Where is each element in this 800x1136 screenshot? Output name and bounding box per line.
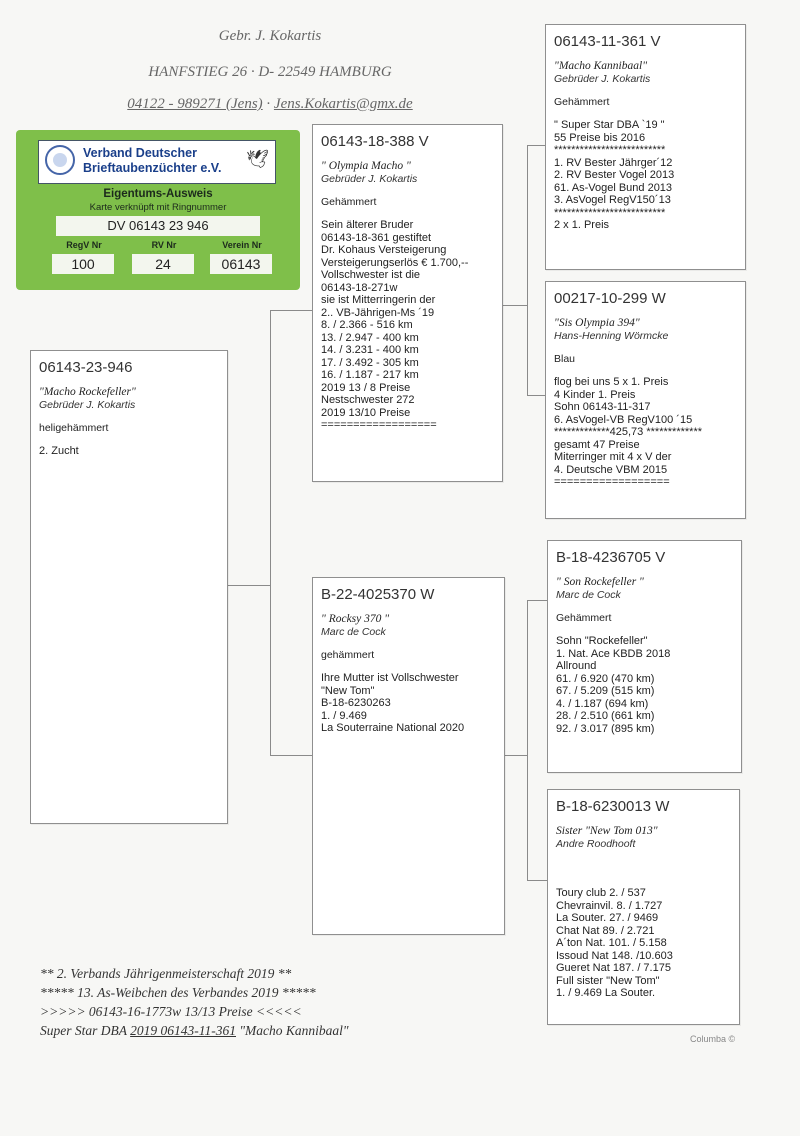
- card-value-verein: 06143: [210, 254, 272, 274]
- subject-ring: 06143-23-946: [39, 359, 133, 376]
- dam-breeder: Marc de Cock: [321, 626, 386, 638]
- dam-performance: Ihre Mutter ist Vollschwester "New Tom" B-18-6230263 1. / 9.469 La Souterraine National 2020: [321, 672, 465, 734]
- sire-dam-color: Blau: [554, 353, 576, 365]
- card-label-regv: RegV Nr: [66, 240, 102, 250]
- connector: [527, 395, 545, 396]
- sire-name: " Olympia Macho ": [321, 160, 411, 172]
- dam-name: " Rocksy 370 ": [321, 613, 390, 625]
- card-label-verein: Verein Nr: [222, 240, 262, 250]
- connector: [527, 145, 545, 146]
- subject-color: heligehämmert: [39, 422, 109, 434]
- email-link[interactable]: Jens.Kokartis@gmx.de: [273, 96, 413, 112]
- sire-sire-performance: " Super Star DBA `19 " 55 Preise bis 2016 ************************** 1. RV Bester Jährger´12 2. RV Bester Vogel 2013 61. As-Vogel Bund 2013 3. AsVogel RegV150´13 ************************** 2 x 1. Preis: [554, 119, 675, 231]
- ownership-card: [16, 130, 300, 290]
- card-subtitle: Karte verknüpft mit Ringnummer: [89, 202, 227, 213]
- sire-breeder: Gebrüder J. Kokartis: [321, 173, 418, 185]
- footer-line-4-prefix: Super Star DBA: [40, 1023, 131, 1038]
- connector: [527, 600, 547, 601]
- footer-line-2: ***** 13. As-Weibchen des Verbandes 2019 *****: [40, 985, 316, 1000]
- dam-sire-box: [547, 540, 742, 773]
- connector: [270, 310, 312, 311]
- org-name: [83, 146, 221, 176]
- subject-name: "Macho Rockefeller": [39, 386, 136, 398]
- dam-ring: B-22-4025370 W: [321, 586, 435, 603]
- sire-dam-box: [545, 281, 746, 519]
- subject-note: 2. Zucht: [39, 445, 79, 457]
- dam-dam-box: [547, 789, 740, 1025]
- connector: [527, 145, 528, 395]
- connector: [270, 310, 271, 755]
- org-line-2: Brieftaubenzüchter e.V.: [83, 161, 222, 175]
- sire-sire-name: "Macho Kannibaal": [554, 60, 648, 72]
- subject-box: [30, 350, 228, 824]
- vdb-logo-icon: [45, 145, 75, 175]
- sire-sire-box: [545, 24, 746, 270]
- dam-sire-performance: Sohn "Rockefeller" 1. Nat. Ace KBDB 2018 Allround 61. / 6.920 (470 km) 67. / 5.209 (515 km) 4. / 1.187 (694 km) 28. / 2.510 (661 km) 92. / 3.017 (895 km): [556, 635, 671, 735]
- card-title: Eigentums-Ausweis: [103, 188, 213, 200]
- connector: [270, 755, 312, 756]
- sire-sire-color: Gehämmert: [554, 96, 610, 108]
- sire-performance: Sein älterer Bruder 06143-18-361 gestiftet Dr. Kohaus Versteigerung Versteigerungserlös € 1.700,-- Vollschwester ist die 06143-18-271w sie ist Mitterringerin der 2.. VB-Jährigen-Ms ´19 8. / 2.366 - 516 km 13. / 2.947 - 400 km 14. / 3.231 - 400 km 17. / 3.492 - 305 km 16. / 1.187 - 217 km 2019 13 / 8 Preise Nestschwester 272 2019 13/10 Preise ==================: [321, 219, 469, 431]
- sire-dam-ring: 00217-10-299 W: [554, 290, 666, 307]
- footer-line-4: [40, 1023, 349, 1039]
- owner-contact: [40, 96, 500, 113]
- dam-dam-performance: Toury club 2. / 537 Chevrainvil. 8. / 1.727 La Souter. 27. / 9469 Chat Nat 89. / 2.721 A´ton Nat. 101. / 5.158 Issoud Nat 148. /10.603 Gueret Nat 187. / 7.175 Full sister "New Tom" 1. / 9.469 La Souter.: [556, 887, 673, 999]
- contact-separator: ·: [262, 96, 274, 112]
- card-value-rv: 24: [132, 254, 194, 274]
- phone-number[interactable]: 04122 - 989271 (Jens): [127, 96, 263, 112]
- footer-line-3: >>>>> 06143-16-1773w 13/13 Preise <<<<<: [40, 1004, 302, 1019]
- org-line-1: Verband Deutscher: [83, 146, 197, 160]
- sire-dam-name: "Sis Olympia 394": [554, 317, 640, 329]
- copyright: Columba ©: [690, 1034, 736, 1044]
- dam-sire-ring: B-18-4236705 V: [556, 549, 666, 566]
- connector: [527, 880, 547, 881]
- dam-sire-breeder: Marc de Cock: [556, 589, 621, 601]
- sire-dam-breeder: Hans-Henning Wörmcke: [554, 330, 669, 342]
- sire-sire-breeder: Gebrüder J. Kokartis: [554, 73, 651, 85]
- dam-dam-ring: B-18-6230013 W: [556, 798, 670, 815]
- connector: [527, 600, 528, 880]
- card-ring-number: DV 06143 23 946: [56, 216, 260, 236]
- owner-address: HANFSTIEG 26 · D- 22549 HAMBURG: [148, 64, 392, 80]
- card-label-rv: RV Nr: [151, 240, 177, 250]
- sire-color: Gehämmert: [321, 196, 377, 208]
- footer-line-4-ring: 2019 06143-11-361: [130, 1023, 236, 1038]
- sire-dam-performance: flog bei uns 5 x 1. Preis 4 Kinder 1. Preis Sohn 06143-11-317 6. AsVogel-VB RegV100 ´15 *************425,73 ************* gesamt 47 Preise Miterringer mit 4 x V der 4. Deutsche VBM 2015 ==================: [554, 376, 703, 488]
- footer-line-4-suffix: "Macho Kannibaal": [236, 1023, 349, 1038]
- card-value-regv: 100: [52, 254, 114, 274]
- footer-line-1: ** 2. Verbands Jährigenmeisterschaft 2019 **: [40, 966, 292, 981]
- subject-breeder: Gebrüder J. Kokartis: [39, 399, 136, 411]
- connector: [505, 755, 527, 756]
- card-header: [38, 140, 276, 184]
- connector: [228, 585, 270, 586]
- dam-dam-breeder: Andre Roodhooft: [556, 838, 636, 850]
- dam-sire-color: Gehämmert: [556, 612, 612, 624]
- dam-box: [312, 577, 505, 935]
- sire-ring: 06143-18-388 V: [321, 133, 429, 150]
- sire-sire-ring: 06143-11-361 V: [554, 33, 661, 50]
- connector: [503, 305, 527, 306]
- dam-color: gehämmert: [321, 649, 375, 661]
- pigeon-icon: 🕊: [246, 149, 269, 169]
- sire-box: [312, 124, 503, 482]
- dam-dam-name: Sister "New Tom 013": [556, 825, 658, 837]
- dam-sire-name: " Son Rockefeller ": [556, 576, 644, 588]
- owner-name: Gebr. J. Kokartis: [218, 28, 322, 44]
